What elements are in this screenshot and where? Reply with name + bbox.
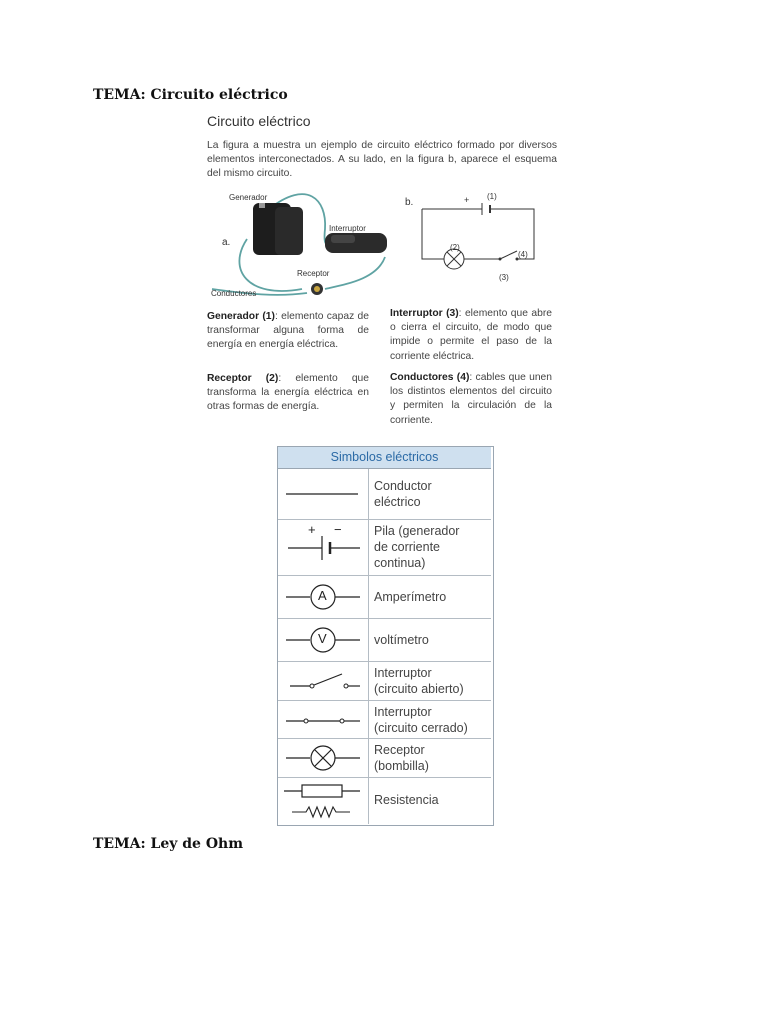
def-generator: Generador (1): elemento capaz de transformar alguna forma de energía en energía eléctrica.: [207, 311, 369, 351]
schem-2: (2): [450, 243, 460, 252]
circuit-figure: [207, 113, 563, 433]
circuit-photo: [207, 189, 407, 299]
voltmeter-symbol: [278, 619, 369, 661]
schem-4: (4): [518, 250, 528, 259]
figure-title: Circuito eléctrico: [207, 113, 311, 129]
schem-plus: +: [464, 195, 470, 205]
resistor-symbol: [278, 778, 369, 824]
symbols-table-title: Simbolos eléctricos: [278, 447, 491, 469]
label-b: b.: [405, 197, 414, 208]
table-row: Receptor (bombilla): [278, 739, 491, 778]
schem-1: (1): [487, 192, 497, 201]
voltmeter-glyph: V: [318, 631, 327, 646]
schem-3: (3): [499, 273, 509, 282]
table-row: Conductor eléctrico: [278, 469, 491, 520]
label-a: a.: [222, 237, 231, 248]
figure-intro: La figura a muestra un ejemplo de circuito eléctrico formado por diversos elementos interconectados. A su lado, en la figura b, aparece el esquema del mismo circuito.: [207, 140, 557, 180]
table-row: + − Pila (generador de corriente continua): [278, 520, 491, 576]
open-switch-symbol: [278, 662, 369, 700]
table-row: V voltímetro: [278, 619, 491, 662]
symbols-table: [277, 446, 494, 826]
section-heading-circuit: TEMA: Circuito eléctrico: [93, 87, 288, 103]
table-row: A Amperímetro: [278, 576, 491, 619]
section-heading-ohm: TEMA: Ley de Ohm: [93, 836, 244, 852]
circuit-schematic: [422, 203, 542, 273]
table-row: Resistencia: [278, 778, 491, 824]
table-row: Interruptor (circuito abierto): [278, 662, 491, 701]
label-generator: Generador: [229, 193, 268, 202]
bulb-symbol: [278, 739, 369, 777]
label-switch: Interruptor: [329, 224, 366, 233]
conductor-symbol: [278, 469, 369, 519]
label-conductors: Conductores: [211, 289, 257, 298]
label-receiver: Receptor: [297, 269, 330, 278]
battery-symbol: [278, 520, 369, 575]
def-switch: Interruptor (3): elemento que abre o cierra el circuito, de modo que impide o permite el paso de la corriente eléctrica.: [390, 308, 552, 362]
ammeter-symbol: [278, 576, 369, 618]
battery-plus: +: [308, 522, 316, 537]
ammeter-glyph: A: [318, 588, 327, 603]
def-conductors: Conductores (4): cables que unen los distintos elementos del circuito y permiten la circulación de la corriente.: [390, 372, 552, 426]
closed-switch-symbol: [278, 701, 369, 738]
table-row: Interruptor (circuito cerrado): [278, 701, 491, 739]
def-receiver: Receptor (2): elemento que transforma la energía eléctrica en otras formas de energía.: [207, 373, 369, 413]
battery-minus: −: [334, 522, 342, 537]
